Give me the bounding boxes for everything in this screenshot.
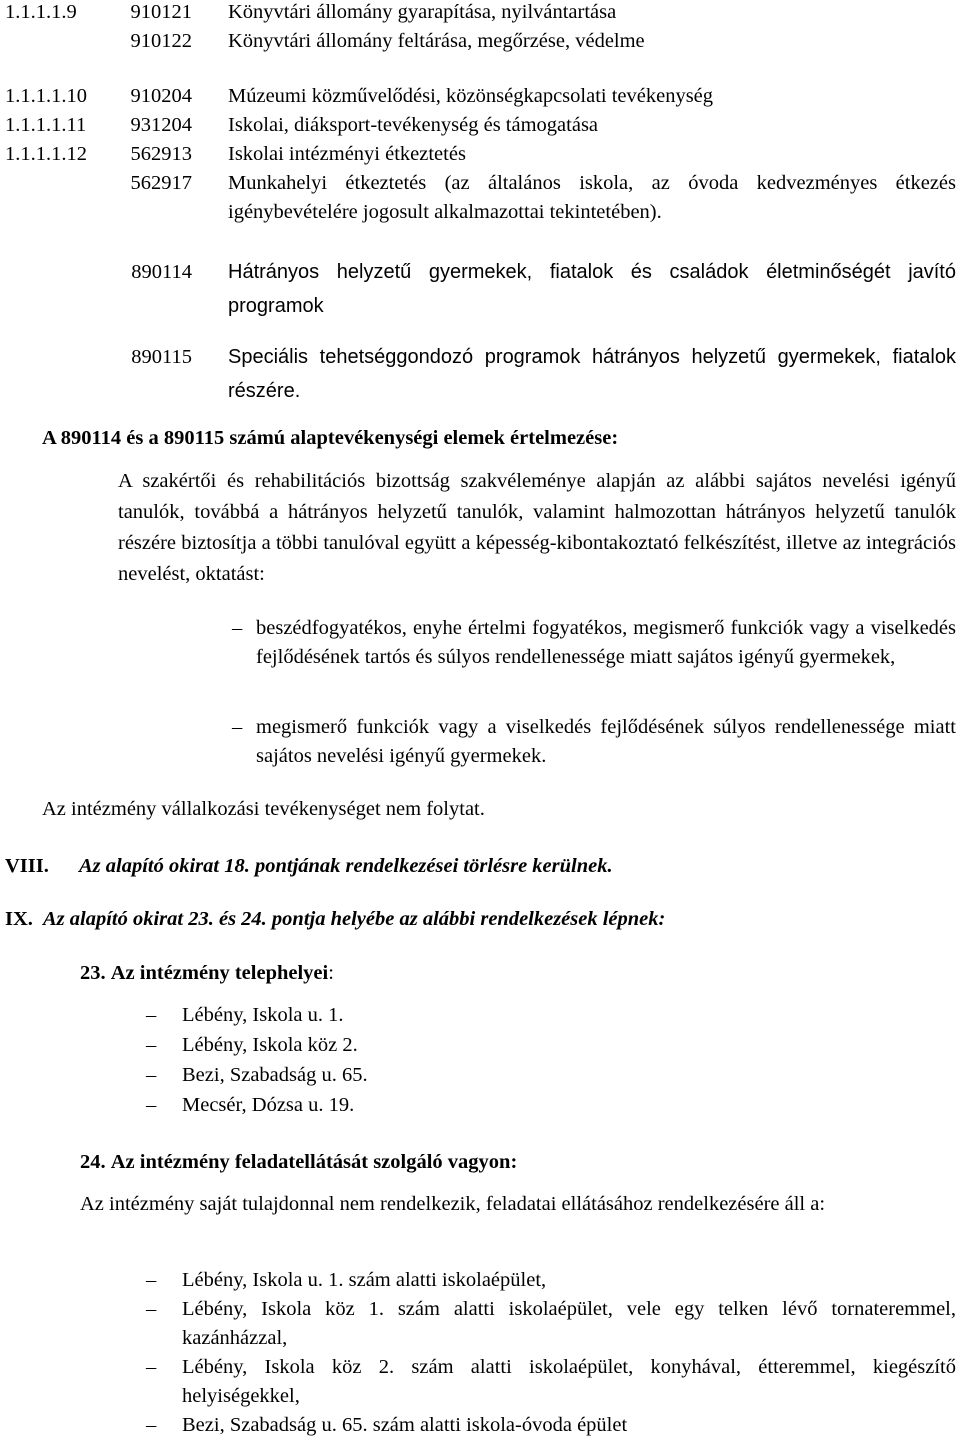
activity-number: 1.1.1.1.11 — [5, 114, 87, 136]
dash-bullet: – — [146, 1004, 157, 1026]
list-item-text: Lébény, Iskola köz 1. szám alatti iskolaépület, vele egy telken lévő tornateremmel, kazánházzal, — [182, 1298, 956, 1349]
section-numeral: IX. — [5, 908, 33, 930]
point-23-heading — [80, 959, 940, 988]
activity-description: Könyvtári állomány gyarapítása, nyilvántartása — [228, 1, 617, 23]
point-title: Az intézmény feladatellátását szolgáló vagyon: — [110, 1151, 518, 1173]
list-item-text: Bezi, Szabadság u. 65. szám alatti iskola-óvoda épület — [182, 1414, 628, 1436]
interpretation-heading: A 890114 és a 890115 számú alaptevékenységi elemek értelmezése: — [42, 427, 619, 449]
point-24-heading — [80, 1148, 940, 1177]
dash-bullet: – — [146, 1064, 157, 1086]
point-24-intro: Az intézmény saját tulajdonnal nem rendelkezik, feladatai ellátásához rendelkezésére áll a: — [80, 1193, 826, 1215]
activity-description: Múzeumi közművelődési, közönségkapcsolati tevékenység — [228, 85, 714, 107]
list-item-text: Lébény, Iskola u. 1. szám alatti iskolaépület, — [182, 1269, 547, 1291]
activity-description: Speciális tehetséggondozó programok hátrányos helyzetű gyermekek, fiatalok részére. — [228, 346, 956, 402]
dash-bullet: – — [146, 1269, 157, 1291]
activity-code: 910122 — [130, 30, 192, 52]
section-viii — [5, 852, 955, 881]
interpretation-paragraph: A szakértői és rehabilitációs bizottság szakvéleménye alapján az alábbi sajátos nevelési igényű tanulók, továbbá a hátrányos helyzetű tanulók, valamint halmozottan hátrányos helyzetű tanulók részére biztosítja a többi tanulóval együtt a képesség-kibontakoztató felkészítést, illetve az integrációs nevelést, oktatást: — [118, 470, 956, 585]
dash-bullet: – — [146, 1034, 157, 1056]
activity-code: 910204 — [130, 85, 192, 107]
activity-number: 1.1.1.1.9 — [5, 1, 77, 23]
list-item-text: Lébény, Iskola u. 1. — [182, 1004, 344, 1026]
activity-code: 931204 — [130, 114, 192, 136]
dash-bullet: – — [232, 716, 243, 738]
section-ix — [5, 905, 955, 934]
section-numeral: VIII. — [5, 855, 49, 877]
activity-description: Iskolai intézményi étkeztetés — [228, 143, 466, 165]
dash-bullet: – — [146, 1094, 157, 1116]
activity-code: 890114 — [131, 261, 192, 283]
list-item-text: Bezi, Szabadság u. 65. — [182, 1064, 368, 1086]
list-item-text: Mecsér, Dózsa u. 19. — [182, 1094, 355, 1116]
dash-bullet: – — [146, 1298, 157, 1320]
activity-description: Hátrányos helyzetű gyermekek, fiatalok és családok életminőségét javító programok — [228, 261, 956, 317]
activity-description: Munkahelyi étkeztetés (az általános iskola, az óvoda kedvezményes étkezés igénybevételére jogosult alkalmazottai tekintetében). — [228, 172, 956, 223]
section-text: Az alapító okirat 23. és 24. pontja helyébe az alábbi rendelkezések lépnek: — [43, 908, 666, 930]
dash-bullet: – — [232, 617, 243, 639]
no-business-statement: Az intézmény vállalkozási tevékenységet nem folytat. — [42, 798, 485, 820]
activity-description: Iskolai, diáksport-tevékenység és támogatása — [228, 114, 599, 136]
activity-code: 562917 — [130, 172, 192, 194]
dash-bullet: – — [146, 1414, 157, 1436]
point-title-colon: : — [328, 962, 334, 984]
activity-number: 1.1.1.1.12 — [5, 143, 87, 165]
activity-number: 1.1.1.1.10 — [5, 85, 87, 107]
list-item-text: beszédfogyatékos, enyhe értelmi fogyatékos, megismerő funkciók vagy a viselkedés fejlődésének tartós és súlyos rendellenessége miatt sajátos igényű gyermekek, — [256, 617, 956, 668]
activity-code: 562913 — [130, 143, 192, 165]
point-number: 24. — [80, 1151, 106, 1173]
activity-code: 910121 — [130, 1, 192, 23]
list-item-text: Lébény, Iskola köz 2. — [182, 1034, 358, 1056]
point-number: 23. — [80, 962, 106, 984]
list-item-text: megismerő funkciók vagy a viselkedés fejlődésének súlyos rendellenessége miatt sajátos nevelési igényű gyermekek. — [256, 716, 956, 767]
dash-bullet: – — [146, 1356, 157, 1378]
activity-description: Könyvtári állomány feltárása, megőrzése, védelme — [228, 30, 645, 52]
list-item-text: Lébény, Iskola köz 2. szám alatti iskolaépület, konyhával, étteremmel, kiegészítő helyiségekkel, — [182, 1356, 956, 1407]
section-text: Az alapító okirat 18. pontjának rendelkezései törlésre kerülnek. — [79, 855, 613, 877]
point-title: Az intézmény telephelyei — [110, 962, 329, 984]
activity-code: 890115 — [131, 346, 192, 368]
